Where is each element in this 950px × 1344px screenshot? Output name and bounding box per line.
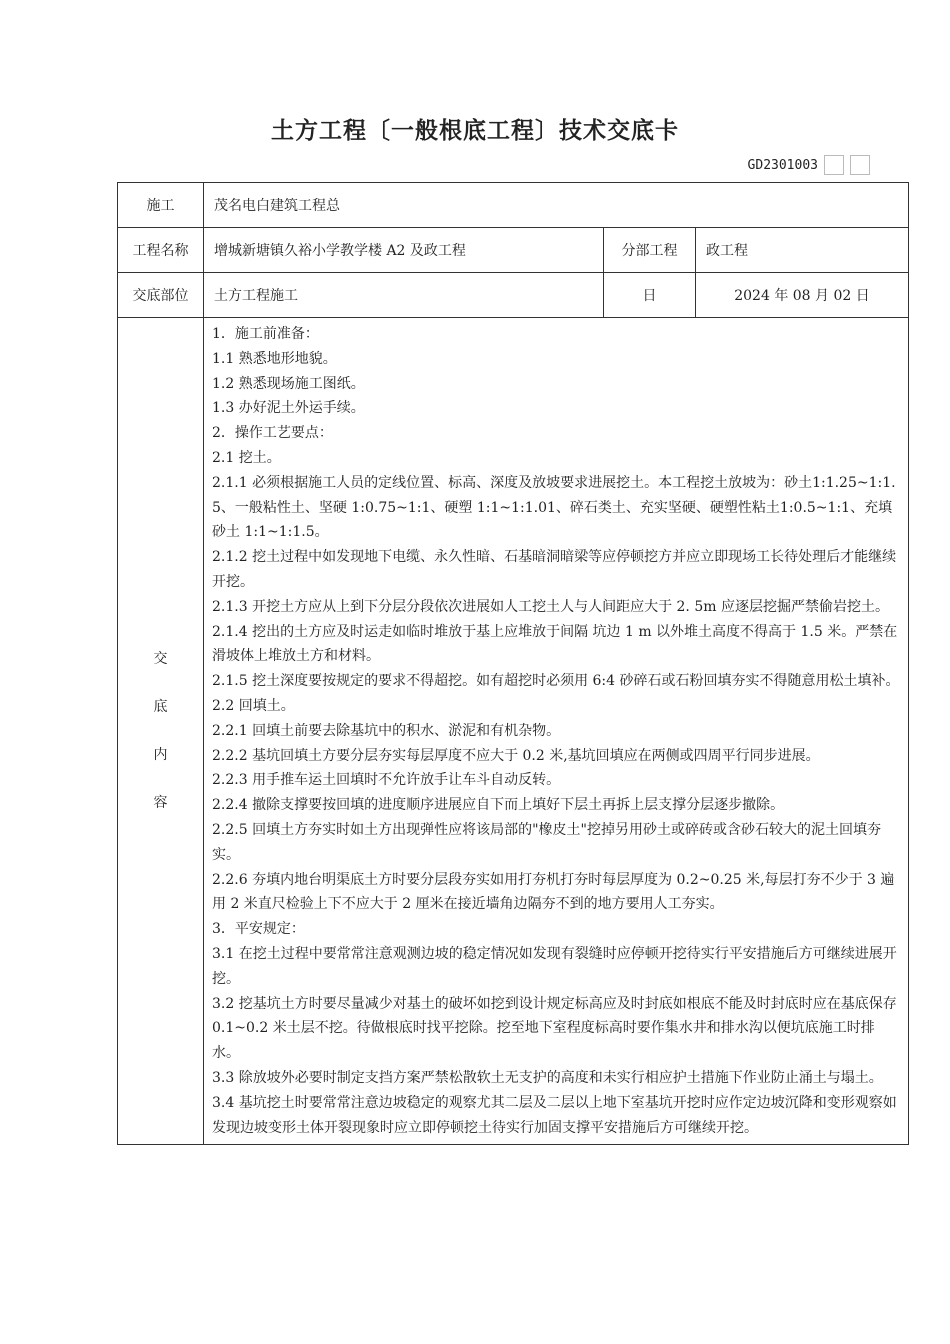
document-code: GD2301003	[747, 157, 818, 173]
content-line: 2.2.5 回填土方夯实时如土方出现弹性应将该局部的"橡皮土"挖掉另用砂土或碎砖或含砂石较大的泥土回填夯实。	[212, 821, 881, 863]
content-line: 2.2.2 基坑回填土方要分层夯实每层厚度不应大于 0.2 米,基坑回填应在两侧或四周平行同步进展。	[212, 747, 820, 764]
content-body	[204, 318, 909, 1145]
content-line: 2．操作工艺要点：	[212, 425, 333, 442]
briefing-table	[117, 182, 909, 1145]
content-line: 2.2.4 撤除支撑要按回填的进度顺序进展应自下而上填好下层土再拆上层支撑分层逐步撤除。	[212, 797, 785, 814]
content-line: 2.1.5 挖土深度要按规定的要求不得超挖。如有超挖时必须用 6:4 砂碎石或石粉回填夯实不得随意用松土填补。	[212, 673, 900, 690]
label-construction: 施工	[118, 183, 204, 228]
value-sub-project: 政工程	[696, 228, 909, 273]
content-line: 3.1 在挖土过程中要常常注意观测边坡的稳定情况如发现有裂缝时应停顿开挖待实行平安措施后方可继续进展开挖。	[212, 945, 897, 987]
content-line: 2.1.4 挖出的土方应及时运走如临时堆放于基上应堆放于间隔 坑边 1 m 以外堆土高度不得高于 1.5 米。严禁在滑坡体上堆放土方和材料。	[212, 623, 898, 665]
content-line: 2.1 挖土。	[212, 449, 281, 466]
content-line: 2.1.2 挖土过程中如发现地下电缆、永久性暗、石基暗洞暗梁等应停顿挖方并应立即现场工长待处理后才能继续开挖。	[212, 549, 897, 590]
row-construction	[118, 183, 909, 228]
row-location	[118, 273, 909, 318]
content-side-label	[118, 318, 204, 1145]
side-char: 容	[153, 795, 168, 812]
value-project-name: 增城新塘镇久裕小学教学楼 A2 及政工程	[204, 228, 604, 273]
content-line: 2.2.1 回填土前要去除基坑中的积水、淤泥和有机杂物。	[212, 722, 561, 739]
document-title: 土方工程〔一般根底工程〕技术交底卡	[271, 118, 679, 144]
content-line: 2.2.6 夯填内地台明渠底土方时要分层段夯实如用打夯机打夯时每层厚度为 0.2~0.25 米,每层打夯不少于 3 遍用 2 米直尺检验上下不应大于 2 厘米在接近墙角边隔夯不到的地方要用人工夯实。	[212, 871, 895, 913]
content-line: 3.3 除放坡外必要时制定支挡方案严禁松散软土无支护的高度和未实行相应护土措施下作业防止涌土与塌土。	[212, 1069, 883, 1086]
row-content	[118, 318, 909, 1145]
label-project-name: 工程名称	[118, 228, 204, 273]
content-line: 1．施工前准备：	[212, 326, 319, 342]
content-line: 3.4 基坑挖土时要常常注意边坡稳定的观察尤其二层及二层以上地下室基坑开挖时应作定边坡沉降和变形观察如发现边坡变形土体开裂现象时应立即停顿挖土待实行加固支撑平安措施后方可继续开挖。	[212, 1094, 897, 1136]
side-char: 内	[153, 747, 168, 764]
side-char: 底	[153, 699, 168, 716]
side-char: 交	[153, 651, 168, 668]
value-location: 土方工程施工	[204, 273, 604, 318]
content-line: 1.2 熟悉现场施工图纸。	[212, 375, 365, 392]
content-line: 2.1.1 必须根据施工人员的定线位置、标高、深度及放坡要求进展挖土。本工程挖土放坡为：砂土1:1.25~1:1.5、一般粘性土、坚硬 1:0.75~1:1、硬塑 1:1~1:1.01、碎石类土、充实坚硬、硬塑性粘土1:0.5~1:1、充填砂土 1:1~1:1.5。	[212, 474, 896, 541]
label-location: 交底部位	[118, 273, 204, 318]
code-box-1	[824, 155, 844, 175]
content-line: 2.2 回填土。	[212, 697, 295, 714]
content-line: 1.1 熟悉地形地貌。	[212, 350, 337, 367]
content-line: 3．平安规定：	[212, 921, 305, 938]
content-line: 2.1.3 开挖土方应从上到下分层分段依次进展如人工挖土人与人间距应大于 2. 5m 应逐层挖掘严禁偷岩挖土。	[212, 598, 889, 615]
content-line: 3.2 挖基坑土方时要尽量减少对基土的破坏如挖到设计规定标高应及时封底如根底不能及时封底时应在基底保存 0.1~0.2 米土层不挖。待做根底时找平挖除。挖至地下室程度标高时要作集水井和排水沟以便坑底施工时排水。	[212, 995, 897, 1062]
label-date: 日	[604, 273, 696, 318]
value-construction: 茂名电白建筑工程总	[204, 183, 909, 228]
document-code-row	[748, 154, 870, 176]
label-sub-project: 分部工程	[604, 228, 696, 273]
code-box-2	[850, 155, 870, 175]
value-date: 2024 年 08 月 02 日	[696, 273, 909, 318]
row-project	[118, 228, 909, 273]
content-line: 2.2.3 用手推车运土回填时不允许放手让车斗自动反转。	[212, 772, 561, 789]
content-line: 1.3 办好泥土外运手续。	[212, 400, 365, 417]
